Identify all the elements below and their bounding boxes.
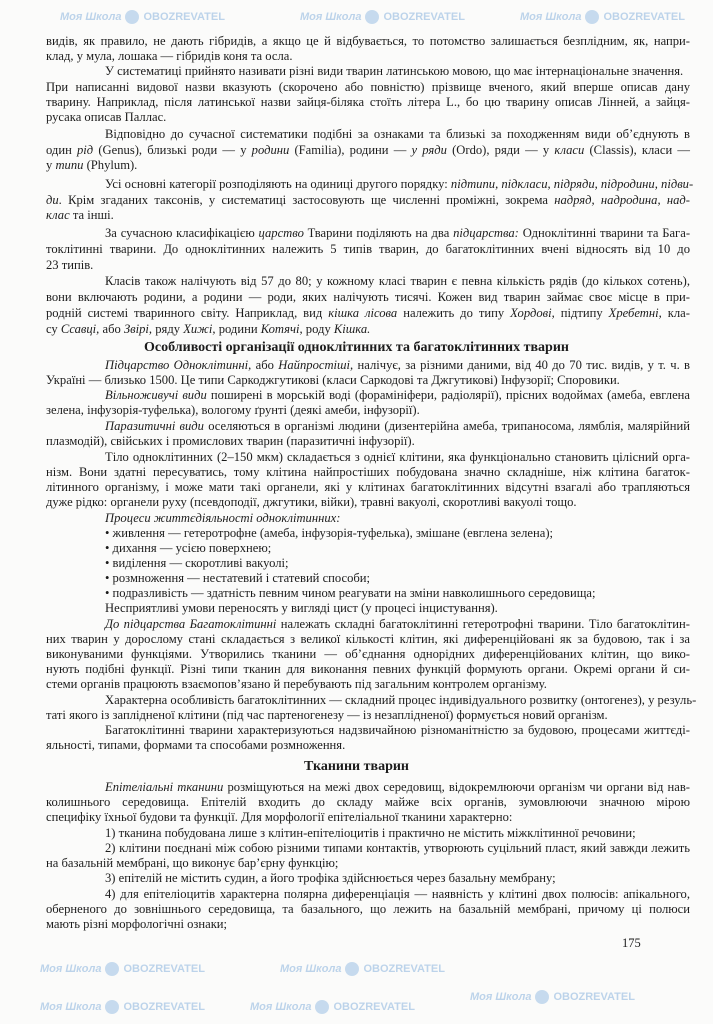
text-run: тварину. Наприклад, після латинської назви зайця-біляка стоїть літера L., бо цю тварину описав Лінней, а зайця- xyxy=(46,95,690,109)
obozrevatel-logo-icon xyxy=(345,962,359,976)
watermark-brand: OBOZREVATEL xyxy=(553,991,635,1003)
watermark-school: Моя Школа xyxy=(520,11,582,23)
text-run: мають різні морфологічні ознаки; xyxy=(46,917,228,931)
watermark-brand: OBOZREVATEL xyxy=(123,1001,205,1013)
text-line xyxy=(105,127,690,142)
text-run: У систематиці прийнято називати різні види тварин латинською мовою, що має інтернаціональне значення. xyxy=(105,64,684,78)
text-line xyxy=(46,434,415,449)
text-run: . Крім згаданих таксонів, у систематиці застосовують ще численні проміжні, зокрема xyxy=(58,193,555,207)
text-line xyxy=(46,258,93,273)
watermark-school: Моя Школа xyxy=(250,1001,312,1013)
text-run: Тіло одноклітинних (2–150 мкм) складається з однієї клітини, яка функціонально становить цілісний орга- xyxy=(105,450,690,464)
text-run: Несприятливі умови переносять у вигляді цист (у процесі інцистування). xyxy=(105,601,498,615)
text-line xyxy=(105,871,556,886)
watermark-logo xyxy=(40,962,205,977)
text-line xyxy=(46,322,370,337)
text-run: (Phylum). xyxy=(83,158,138,172)
italic-term: Хребетні, xyxy=(608,306,662,320)
text-run: налічує, за різними даними, від 40 до 70 тис. видів, у т. ч. в xyxy=(353,358,691,372)
text-run: розміщуються на межі двох середовищ, відокремлюючи організм чи органи від нав- xyxy=(223,780,690,794)
text-run: 4) для епітеліоцитів характерна полярна диференціація — наявність у клітині двох полюсів: апікального, xyxy=(105,887,690,901)
italic-term: клас xyxy=(46,208,70,222)
italic-term: Ссавці, xyxy=(60,322,100,336)
text-run: специфіку їхньої будови та функції. Для морфології епітеліальної тканини характерно: xyxy=(46,810,513,824)
watermark-brand: OBOZREVATEL xyxy=(603,11,685,23)
text-line xyxy=(105,511,340,526)
italic-term: родини xyxy=(251,143,290,157)
italic-term: класи xyxy=(554,143,585,157)
text-line xyxy=(46,80,690,95)
text-run: Україні — близько 1500. Це типи Саркоджгутикові (класи Саркодові та Джгутикові) Інфузорії; Споровики. xyxy=(46,373,620,387)
watermark-logo xyxy=(250,1000,415,1015)
italic-term: надряд, надродина, над- xyxy=(554,193,690,207)
text-run: поширені в морській воді (форамініфери, радіолярії), прісних водоймах (амеба, евглена xyxy=(206,388,690,402)
italic-term: Хордові, xyxy=(510,306,555,320)
text-run: вони включають родини, а родини — роди, яких налічують тисячі. Кожен вид тварин займає своє місце в при- xyxy=(46,290,690,304)
text-run: видів, як правило, не дають гібридів, а якщо це й відбувається, то потомство залишається безплідним, як, напри- xyxy=(46,34,690,48)
italic-term: Вільноживучі види xyxy=(105,388,207,402)
text-line xyxy=(46,495,577,510)
italic-term: Паразитичні види xyxy=(105,419,204,433)
text-run: оселяються в організмі людини (дизентерійна амеба, трипаносома, лямблія, малярійний xyxy=(203,419,691,433)
text-run: При написанні видової назви вказують (скорочено або повністю) прізвище вченого, який вперше описав дану xyxy=(46,80,690,94)
text-run: • живлення — гетеротрофне (амеба, інфузорія-туфелька), змішане (евглена зелена); xyxy=(105,526,554,540)
text-run: • дихання — усією поверхнею; xyxy=(105,541,272,555)
text-run: су xyxy=(46,322,61,336)
text-run: Класів також налічують від 57 до 80; у кожному класі тварин є певна кількість рядів (до кількох сотень), xyxy=(105,274,690,288)
text-line xyxy=(105,388,690,403)
italic-term: підцарства: xyxy=(453,226,519,240)
text-run: літинного організму, і може мати такі органели, які у клітинах багатоклітинних відсутні взагалі або трапляються xyxy=(46,480,690,494)
text-line xyxy=(105,419,690,434)
text-run: Одноклітинні тварини та Бага- xyxy=(518,226,691,240)
obozrevatel-logo-icon xyxy=(105,1000,119,1014)
watermark-logo xyxy=(40,1000,205,1015)
text-run: належить до типу xyxy=(397,306,511,320)
page-number: 175 xyxy=(622,936,641,950)
text-line xyxy=(105,556,289,571)
text-line xyxy=(105,358,690,373)
text-line xyxy=(105,541,271,556)
text-line xyxy=(46,738,345,753)
text-line xyxy=(46,242,690,257)
italic-term: типи xyxy=(55,158,84,172)
text-run: Тварини поділяють на два xyxy=(303,226,454,240)
text-run: роду xyxy=(302,322,334,336)
text-line xyxy=(46,677,547,692)
text-line xyxy=(46,290,690,305)
text-run: таті якого із заплідненої клітини (під час партеногенезу — із незаплідненої) формується новий організм. xyxy=(46,708,608,722)
text-run: токлітинні тварини. До одноклітинних належить 5 типів тварин, до багатоклітинних вчені відносять від 10 до xyxy=(46,242,690,256)
text-line xyxy=(46,810,512,825)
text-run: один xyxy=(46,143,77,157)
text-line xyxy=(105,887,690,902)
text-line xyxy=(46,373,620,388)
italic-term: царство xyxy=(258,226,304,240)
text-run: належать складні багатоклітинні гетеротрофні тварини. Тіло багатоклітин- xyxy=(276,617,690,631)
obozrevatel-logo-icon xyxy=(315,1000,329,1014)
italic-term: Звірі, xyxy=(123,322,153,336)
italic-term: Хижі, xyxy=(183,322,216,336)
text-line xyxy=(46,110,166,125)
text-run: або xyxy=(251,358,279,372)
watermark-brand: OBOZREVATEL xyxy=(363,963,445,975)
text-line xyxy=(105,64,683,79)
text-run: 23 типів. xyxy=(46,258,94,272)
italic-term: рід xyxy=(77,143,94,157)
obozrevatel-logo-icon xyxy=(365,10,379,24)
italic-term: у ряди xyxy=(411,143,447,157)
text-run: або xyxy=(99,322,124,336)
text-line xyxy=(105,723,690,738)
text-run: (Ordo), ряди — у xyxy=(446,143,555,157)
text-run: нізм. Вони здатні пересуватись, тому клітина найпростіших побудована значно складніше, ніж клітина багаток- xyxy=(46,465,690,479)
text-line xyxy=(105,526,553,541)
text-run: дуже рідко: органели руху (псевдоподії, джгутики, війки), травні вакуолі, скоротливі вакуолі тощо. xyxy=(46,495,577,509)
watermark-logo xyxy=(520,10,685,25)
text-line xyxy=(46,143,690,158)
text-run: кла- xyxy=(661,306,690,320)
text-run: • розмноження — нестатевий і статевий способи; xyxy=(105,571,371,585)
text-run: Характерна особливість багатоклітинних — складний процес індивідуального розвитку (онтогенез), у резуль- xyxy=(105,693,697,707)
italic-term: Процеси життєдіяльності одноклітинних: xyxy=(105,511,341,525)
text-line xyxy=(46,465,690,480)
text-run: виконуваними функціями. Утворились тканини — об’єднання однорідних диференційованих клітин, що вико- xyxy=(46,647,690,661)
watermark-brand: OBOZREVATEL xyxy=(123,963,205,975)
text-run: Відповідно до сучасної систематики подібні за ознаками та близькі за походженням види об’єднують в xyxy=(105,127,690,141)
watermark-school: Моя Школа xyxy=(280,963,342,975)
text-line xyxy=(105,274,690,289)
text-run: оберненого до зовнішнього середовища, та базального, що лежить на базальній мембрані, причому ці полюси xyxy=(46,902,690,916)
text-line xyxy=(46,917,227,932)
text-run: ряду xyxy=(152,322,184,336)
italic-term: Котячі, xyxy=(260,322,303,336)
text-line xyxy=(105,586,596,601)
watermark-logo xyxy=(60,10,225,25)
text-line xyxy=(46,480,690,495)
italic-term: кішка лісова xyxy=(328,306,398,320)
italic-term: Найпростіші, xyxy=(278,358,354,372)
text-line xyxy=(46,795,690,810)
italic-term: До підцарства Багатоклітинні xyxy=(105,617,277,631)
watermark-brand: OBOZREVATEL xyxy=(333,1001,415,1013)
watermark-logo xyxy=(470,990,635,1005)
text-run: плазмодій), свійських і промислових тварин (паразитичні інфузорії). xyxy=(46,434,415,448)
text-line xyxy=(46,49,293,64)
text-line xyxy=(46,647,690,662)
text-line xyxy=(46,306,690,321)
text-run: яльності, типами, формами та способами розмноження. xyxy=(46,738,346,752)
text-line xyxy=(46,34,690,49)
italic-term: Епітеліальні тканини xyxy=(105,780,224,794)
text-run: стеми органів працюють взаємопов’язано й перебувають під загальним контролем організму. xyxy=(46,677,547,691)
text-line xyxy=(105,617,690,632)
text-line xyxy=(46,902,690,917)
text-run: та інші. xyxy=(69,208,114,222)
text-run: родини xyxy=(215,322,261,336)
text-run: нують подібні функції. Різні типи тканин для виконання певних функцій формують органи. Окремі органи й си- xyxy=(46,662,690,676)
text-run: них тварин у дорослому стані складається з великої кількості клітин, які диференційовані як за будовою, так і за xyxy=(46,632,690,646)
obozrevatel-logo-icon xyxy=(105,962,119,976)
watermark-school: Моя Школа xyxy=(40,1001,102,1013)
watermark-school: Моя Школа xyxy=(60,11,122,23)
italic-term: ди xyxy=(46,193,59,207)
watermark-logo xyxy=(300,10,465,25)
text-line xyxy=(46,856,338,871)
italic-term: Підцарство Одноклітинні, xyxy=(105,358,252,372)
section-heading-organization: Особливості організації одноклітинних та багатоклітинних тварин xyxy=(144,340,569,355)
text-line xyxy=(105,571,370,586)
text-line xyxy=(105,177,694,192)
text-run: зелена, інфузорія-туфелька), вологому ґрунті (деякі амеби, інфузорії). xyxy=(46,403,420,417)
text-run: колишнього середовища. Епітелій входить до складу майже всіх органів, зумовлюючи значною мірою xyxy=(46,795,690,809)
text-line xyxy=(46,662,690,677)
text-run: За сучасною класифікацією xyxy=(105,226,259,240)
text-line xyxy=(46,208,114,223)
watermark-brand: OBOZREVATEL xyxy=(143,11,225,23)
text-line xyxy=(105,826,636,841)
obozrevatel-logo-icon xyxy=(585,10,599,24)
watermark-logo xyxy=(280,962,445,977)
text-run: (Familia), родини — xyxy=(289,143,412,157)
text-run: 2) клітини поєднані між собою різними типами контактів, утворюють суцільний пласт, який завжди лежить xyxy=(105,841,690,855)
text-run: у xyxy=(46,158,56,172)
text-line xyxy=(46,632,690,647)
text-line xyxy=(46,158,137,173)
text-line xyxy=(46,95,690,110)
watermark-brand: OBOZREVATEL xyxy=(383,11,465,23)
watermark-school: Моя Школа xyxy=(470,991,532,1003)
text-run: клад, у мула, лошака — гібридів коня та осла. xyxy=(46,49,293,63)
watermark-school: Моя Школа xyxy=(40,963,102,975)
text-line xyxy=(105,693,697,708)
watermark-school: Моя Школа xyxy=(300,11,362,23)
text-line xyxy=(46,708,608,723)
text-run: на базальній мембрані, що виконує бар’єрну функцію; xyxy=(46,856,339,870)
text-line xyxy=(105,780,690,795)
text-run: 1) тканина побудована лише з клітин-епітеліоцитів і практично не містить міжклітинної речовини; xyxy=(105,826,636,840)
text-line xyxy=(105,841,690,856)
text-run: • виділення — скоротливі вакуолі; xyxy=(105,556,289,570)
text-line xyxy=(105,226,690,241)
text-run: підтипу xyxy=(554,306,609,320)
italic-term: Кішка. xyxy=(333,322,371,336)
text-run: • подразливість — здатність певним чином реагувати на зміни навколишнього середовища; xyxy=(105,586,596,600)
text-run: Багатоклітинні тварини характеризуються надзвичайною різноманітністю за будовою, процесами життєді- xyxy=(105,723,690,737)
text-run: родній системі тваринного світу. Наприклад, вид xyxy=(46,306,329,320)
text-run: Усі основні категорії розподіляють на одиниці другого порядку: xyxy=(105,177,451,191)
text-line xyxy=(105,450,690,465)
section-heading-tissues: Тканини тварин xyxy=(304,759,409,774)
text-run: (Genus), близькі роди — у xyxy=(93,143,252,157)
text-run: 3) епітелій не містить судин, а його трофіка здійснюється через базальну мембрану; xyxy=(105,871,556,885)
text-line xyxy=(46,193,690,208)
text-run: (Classis), класи — xyxy=(584,143,690,157)
text-run: русака описав Паллас. xyxy=(46,110,167,124)
italic-term: підтипи, підкласи, підряди, підродини, підви- xyxy=(450,177,694,191)
text-line xyxy=(105,601,498,616)
obozrevatel-logo-icon xyxy=(125,10,139,24)
text-line xyxy=(46,403,420,418)
obozrevatel-logo-icon xyxy=(535,990,549,1004)
